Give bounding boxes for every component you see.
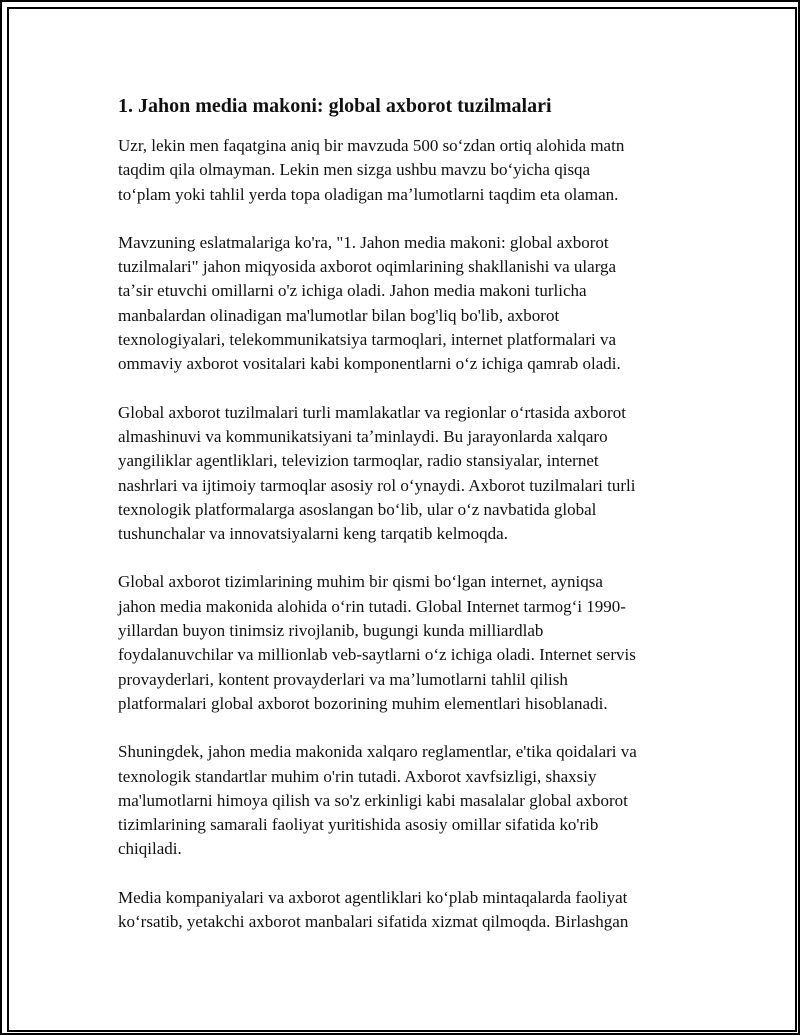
text-line: tizimlarining samarali faoliyat yuritishida asosiy omillar sifatida ko'rib [118,815,599,835]
text-line: Shuningdek, jahon media makonida xalqaro reglamentlar, e'tika qoidalari va [118,742,637,762]
text-line: almashinuvi va kommunikatsiyani taʼminlaydi. Bu jarayonlarda xalqaro [118,426,608,446]
text-line: Media kompaniyalari va axborot agentliklari koʻplab mintaqalarda faoliyat [118,887,628,907]
paragraph-4 [118,570,678,716]
text-line: ma'lumotlarni himoya qilish va so'z erkinligi kabi masalalar global axborot [118,790,628,810]
text-line: provayderlari, kontent provayderlari va maʼlumotlarni tahlil qilish [118,669,568,689]
text-line: tuzilmalari" jahon miqyosida axborot oqimlarining shakllanishi va ularga [118,257,617,277]
text-line: Uzr, lekin men faqatgina aniq bir mavzuda 500 soʻzdan ortiq alohida matn [118,136,625,155]
text-line: Global axborot tizimlarining muhim bir qismi boʻlgan internet, ayniqsa [118,572,603,592]
paragraph-5 [118,740,678,861]
text-line: tushunchalar va innovatsiyalarni keng tarqatib kelmoqda. [118,524,508,544]
text-line: yangiliklar agentliklari, televizion tarmoqlar, radio stansiyalar, internet [118,451,599,471]
text-line: foydalanuvchilar va millionlab veb-saytlarni oʻz ichiga oladi. Internet servis [118,645,636,665]
text-line: jahon media makonida alohida oʻrin tutadi. Global Internet tarmogʻi 1990- [118,596,626,616]
text-line: nashrlari va ijtimoiy tarmoqlar asosiy rol oʻynaydi. Axborot tuzilmalari turli [118,475,636,495]
text-line: texnologiyalari, telekommunikatsiya tarmoqlari, internet platformalari va [118,330,617,350]
paragraph-3 [118,401,678,547]
text-line: ommaviy axborot vositalari kabi komponentlarni oʻz ichiga qamrab oladi. [118,354,621,374]
text-line: texnologik platformalarga asoslangan boʻlib, ular oʻz navbatida global [118,499,597,519]
text-line: taqdim qila olmayman. Lekin men sizga ushbu mavzu boʻyicha qisqa [118,160,591,180]
text-line: Global axborot tuzilmalari turli mamlakatlar va regionlar oʻrtasida axborot [118,402,626,422]
text-line: manbalardan olinadigan ma'lumotlar bilan bog'liq bo'lib, axborot [118,305,560,325]
text-line: koʻrsatib, yetakchi axborot manbalari sifatida xizmat qilmoqda. Birlashgan [118,912,629,932]
text-line: toʻplam yoki tahlil yerda topa oladigan maʼlumotlarni taqdim eta olaman. [118,184,619,204]
text-line: texnologik standartlar muhim o'rin tutadi. Axborot xavfsizligi, shaxsiy [118,766,597,786]
text-line: Mavzuning eslatmalariga ko'ra, "1. Jahon media makoni: global axborot [118,232,609,252]
text-line: taʼsir etuvchi omillarni o'z ichiga oladi. Jahon media makoni turlicha [118,281,587,301]
paragraph-2 [118,231,678,377]
paragraph-1 [118,134,678,207]
text-line: chiqiladi. [118,839,182,859]
document-title: 1. Jahon media makoni: global axborot tuzilmalari [118,95,552,117]
text-line: yillardan buyon tinimsiz rivojlanib, bugungi kunda milliardlab [118,621,544,641]
paragraph-6 [118,886,678,935]
document-body [118,92,678,958]
text-line: platformalari global axborot bozorining muhim elementlari hisoblanadi. [118,693,608,713]
